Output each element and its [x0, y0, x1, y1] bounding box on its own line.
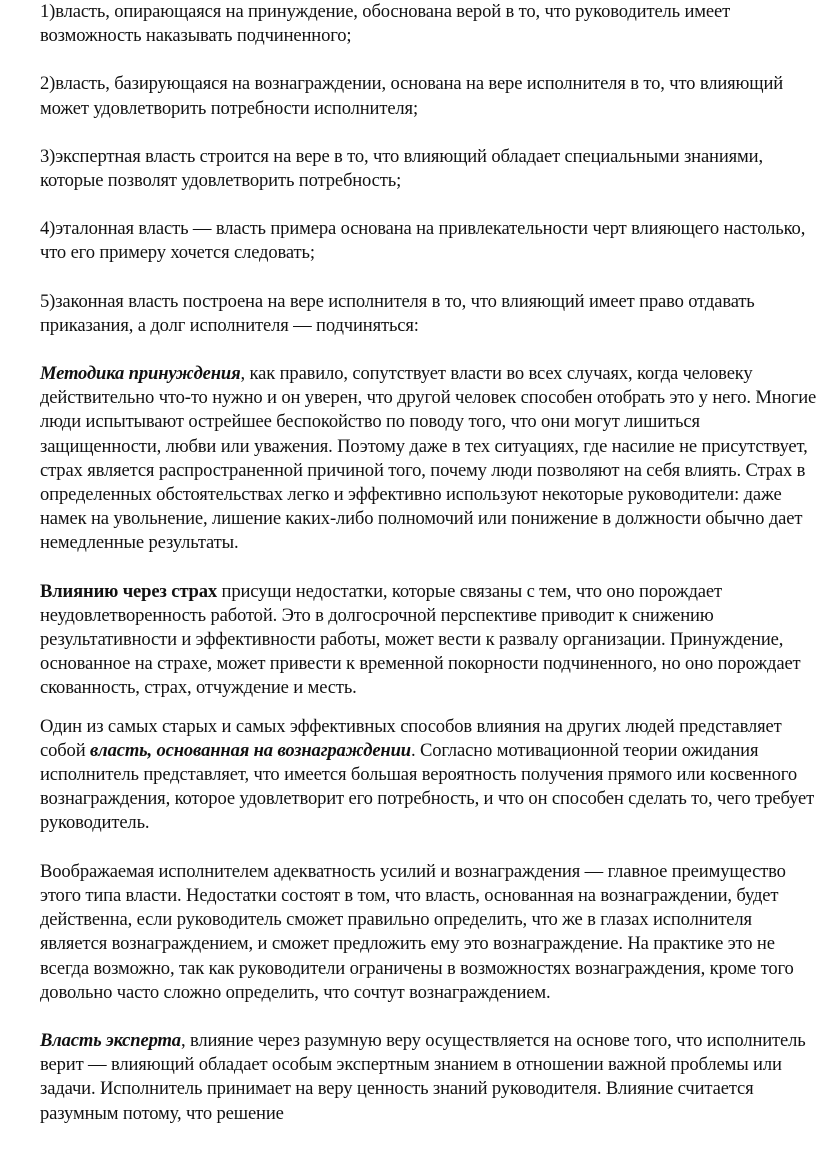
list-item-2 [40, 72, 816, 120]
paragraph-text: присущи недостатки, которые связаны с тем, что оно порождает неудовлетворенность работой. Это в долгосрочной перспективе приводит к снижению результативности и эффективности работы, может вести к развалу организации. Принуждение, основанное на страхе, может привести к временной покорности подчиненного, но оно порождает скованность, страх, отчуждение и месть. [40, 580, 801, 699]
document-page [40, 0, 816, 1126]
list-item-5 [40, 290, 816, 338]
term-reward: власть, основанная на вознаграждении [90, 739, 411, 761]
paragraph-expert [40, 1029, 816, 1126]
term-coercion: Методика принуждения [40, 363, 241, 385]
paragraph-text: . Согласно мотивационной теории ожидания исполнитель представляет, что имеется большая вероятность получения прямого или косвенного вознаграждения, которое удовлетворит его потребность, и что он способен сделать то, чего требует руководитель. [40, 739, 815, 834]
paragraph-coercion [40, 362, 816, 556]
list-text: законная власть построена на вере исполнителя в то, что влияющий имеет право отдавать приказания, а долг исполнителя — подчиняться: [40, 290, 755, 336]
paragraph-fear [40, 580, 816, 701]
paragraph-text: Один из самых старых и самых эффективных способов влияния на других людей представляет собой [40, 715, 782, 761]
list-item-1 [40, 0, 816, 48]
list-text: власть, опирающаяся на принуждение, обоснована верой в то, что руководитель имеет возможность наказывать подчиненного; [40, 1, 731, 47]
list-text: экспертная власть строится на вере в то, что влияющий обладает специальными знаниями, которые позволят удовлетворить потребность; [40, 145, 763, 192]
list-number: 3) [40, 145, 56, 167]
list-text: власть, базирующаяся на вознаграждении, основана на вере исполнителя в то, что влияющий может удовлетворить потребности исполнителя; [40, 73, 784, 119]
term-expert: Власть эксперта [40, 1029, 181, 1051]
paragraph-text: Воображаемая исполнителем адекватность усилий и вознаграждения — главное преимущество этого типа власти. Недостатки состоят в том, что власть, основанная на вознаграждении, будет действенна, если руководитель сможет правильно определить, что же в глазах исполнителя является вознаграждением, и сможет предложить ему это вознаграждение. На практике это не всегда возможно, так как руководители ограничены в возможностях вознаграждения, кроме того довольно часто сложно определить, что сочтут вознаграждением. [40, 860, 794, 1003]
paragraph-text: , как правило, сопутствует власти во всех случаях, когда человеку действительно что-то нужно и он уверен, что другой человек способен отобрать это у него. Многие люди испытывают острейшее беспокойство по поводу того, что они могут лишиться защищенности, любви или уважения. Поэтому даже в тех ситуациях, где насилие не присутствует, страх является распространенной причиной того, почему люди позволяют на себя влиять. Страх в определенных обстоятельствах легко и эффективно используют некоторые руководители: даже намек на увольнение, лишение каких-либо полномочий или понижение в должности обычно дает немедленные результаты. [40, 363, 816, 554]
list-number: 5) [40, 290, 56, 312]
list-number: 2) [40, 73, 56, 95]
paragraph-reward-adequacy [40, 860, 816, 1005]
paragraph-reward [40, 715, 816, 836]
list-text: эталонная власть — власть примера основана на привлекательности черт влияющего настолько, что его примеру хочется следовать; [40, 218, 806, 264]
list-item-4 [40, 217, 816, 265]
term-fear: Влиянию через страх [40, 580, 218, 602]
list-item-3 [40, 145, 816, 193]
list-number: 1) [40, 1, 56, 22]
paragraph-text: , влияние через разумную веру осуществляется на основе того, что исполнитель верит — влияющий обладает особым экспертным знанием в отношении важной проблемы или задачи. Исполнитель принимает на веру ценность знаний руководителя. Влияние считается разумным потому, что решение [40, 1029, 806, 1124]
list-number: 4) [40, 218, 56, 240]
